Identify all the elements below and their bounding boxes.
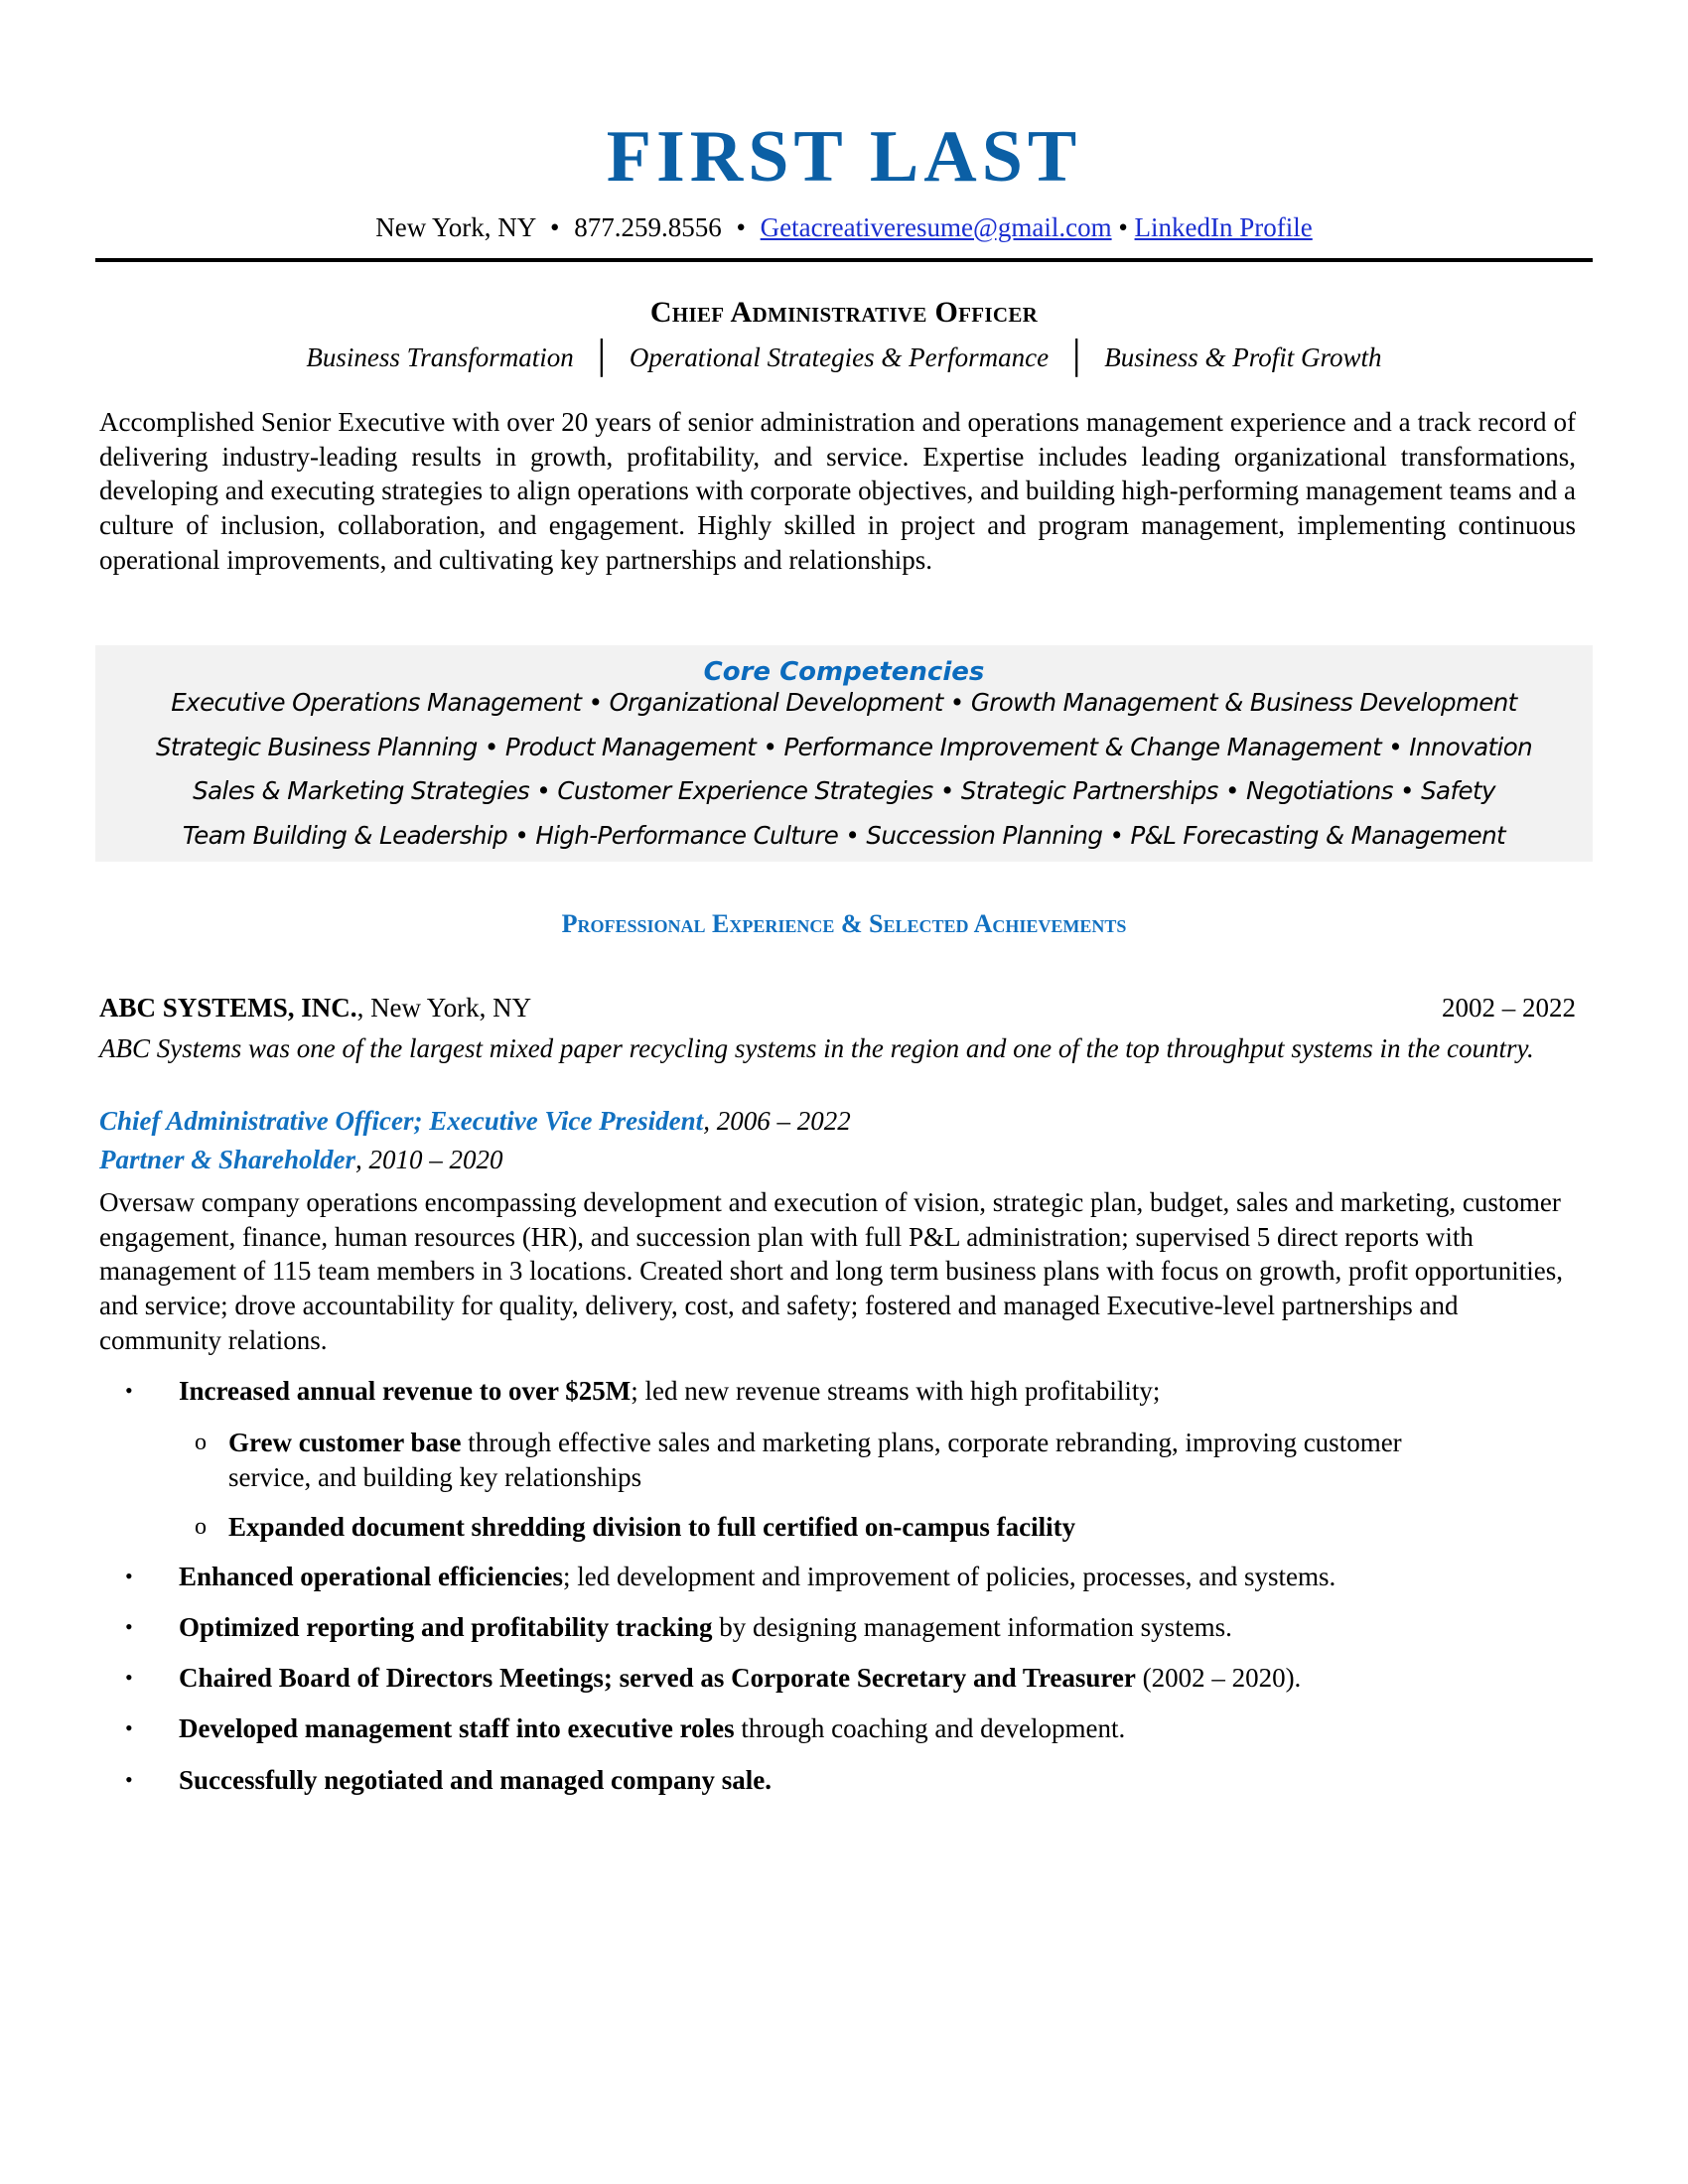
core-competencies-title: Core Competencies <box>703 657 985 687</box>
achievement-highlight: Increased annual revenue to over $25M <box>179 1376 632 1406</box>
bullet-icon: • <box>125 1715 133 1740</box>
achievement-detail: ; led new revenue streams with high profitability; <box>631 1376 1161 1406</box>
job-title: Partner & Shareholder <box>99 1145 356 1174</box>
location: New York, NY <box>375 212 536 242</box>
competency-line: Team Building & Leadership • High-Performance Culture • Succession Planning • P&L Forecasting & Management <box>182 821 1506 850</box>
job-dates: , 2010 – 2020 <box>355 1145 503 1174</box>
bullet-icon: • <box>125 1378 133 1403</box>
achievement-highlight: Enhanced operational efficiencies <box>179 1562 563 1591</box>
achievement-highlight: Chaired Board of Directors Meetings; served as Corporate Secretary and Treasurer <box>179 1663 1136 1693</box>
competency-line: Sales & Marketing Strategies • Customer Experience Strategies • Strategic Partnerships • Negotiations • Safety <box>193 776 1495 805</box>
tagline: Business & Profit Growth <box>1104 342 1382 372</box>
email-link[interactable]: Getacreativeresume@gmail.com <box>760 212 1112 242</box>
professional-summary: Accomplished Senior Executive with over 20 years of senior administration and operations management experience and a track record of delivering industry-leading results in growth, profitability, and service. Expertise includes leading organizational transformations, developing and executing strategies to align operations with corporate objectives, and building high-performing management teams and a culture of inclusion, collaboration, and engagement. Highly skilled in project and program management, implementing continuous operational improvements, and cultivating key partnerships and relationships. <box>99 407 1576 575</box>
tagline-divider: │ <box>590 339 614 374</box>
candidate-name: FIRST LAST <box>606 116 1082 198</box>
role-overview: Oversaw company operations encompassing development and execution of vision, strategic plan, budget, sales and marketing, customer engagement, finance, human resources (HR), and succession plan with full P&L administration; supervised 5 direct reports with management of 115 team members in 3 locations. Created short and long term business plans with focus on growth, profit opportunities, and service; drove accountability for quality, delivery, cost, and safety; fostered and managed Executive-level partnerships and community relations. <box>99 1187 1563 1355</box>
achievement-detail: (2002 – 2020). <box>1135 1663 1302 1693</box>
target-role: Chief Administrative Officer <box>649 296 1039 329</box>
separator: • <box>736 212 746 242</box>
job-title-row <box>99 1104 1576 1138</box>
competency-line: Strategic Business Planning • Product Management • Performance Improvement & Change Management • Innovation <box>155 733 1533 761</box>
bullet-icon: • <box>125 1564 133 1588</box>
core-competencies-box <box>95 645 1593 862</box>
tagline-row <box>0 338 1688 375</box>
achievement-detail: ; led development and improvement of policies, processes, and systems. <box>562 1562 1336 1591</box>
company-description: ABC Systems was one of the largest mixed paper recycling systems in the region and one of the top throughput systems in the country. <box>99 1033 1534 1063</box>
separator: • <box>549 212 560 242</box>
hollow-bullet-icon: o <box>195 1430 207 1455</box>
achievement-highlight: Grew customer base <box>228 1428 462 1457</box>
company-row <box>99 991 1576 1024</box>
achievement-highlight: Successfully negotiated and managed company sale. <box>179 1765 773 1795</box>
bullet-icon: • <box>125 1665 133 1690</box>
tagline-divider: │ <box>1064 339 1088 374</box>
achievement-highlight: Optimized reporting and profitability tracking <box>179 1612 713 1642</box>
bullet-icon: • <box>125 1614 133 1639</box>
job-title: Chief Administrative Officer; Executive Vice President <box>99 1106 704 1136</box>
job-dates: , 2006 – 2022 <box>703 1106 851 1136</box>
competency-line: Executive Operations Management • Organizational Development • Growth Management & Business Development <box>171 688 1517 717</box>
achievement-detail: through effective sales and marketing plans, corporate rebranding, improving customer service, and building key relationships <box>228 1428 1402 1492</box>
company-dates: 2002 – 2022 <box>1442 993 1576 1023</box>
linkedin-link[interactable]: LinkedIn Profile <box>1134 212 1313 242</box>
separator: • <box>1118 212 1128 242</box>
bullet-icon: • <box>125 1767 133 1792</box>
experience-section-title: Professional Experience & Selected Achievements <box>561 909 1127 938</box>
header-divider <box>95 258 1593 262</box>
hollow-bullet-icon: o <box>195 1514 207 1540</box>
phone: 877.259.8556 <box>574 212 722 242</box>
tagline: Operational Strategies & Performance <box>629 342 1050 372</box>
achievement-detail: by designing management information systems. <box>712 1612 1232 1642</box>
company-name: ABC SYSTEMS, INC. <box>99 993 357 1023</box>
achievement-detail: through coaching and development. <box>734 1713 1126 1743</box>
achievement-highlight: Expanded document shredding division to full certified on-campus facility <box>228 1512 1076 1542</box>
achievement-highlight: Developed management staff into executive roles <box>179 1713 735 1743</box>
tagline: Business Transformation <box>306 342 574 372</box>
job-title-row <box>99 1143 1576 1176</box>
company-location: , New York, NY <box>356 993 532 1023</box>
contact-line <box>0 210 1688 244</box>
